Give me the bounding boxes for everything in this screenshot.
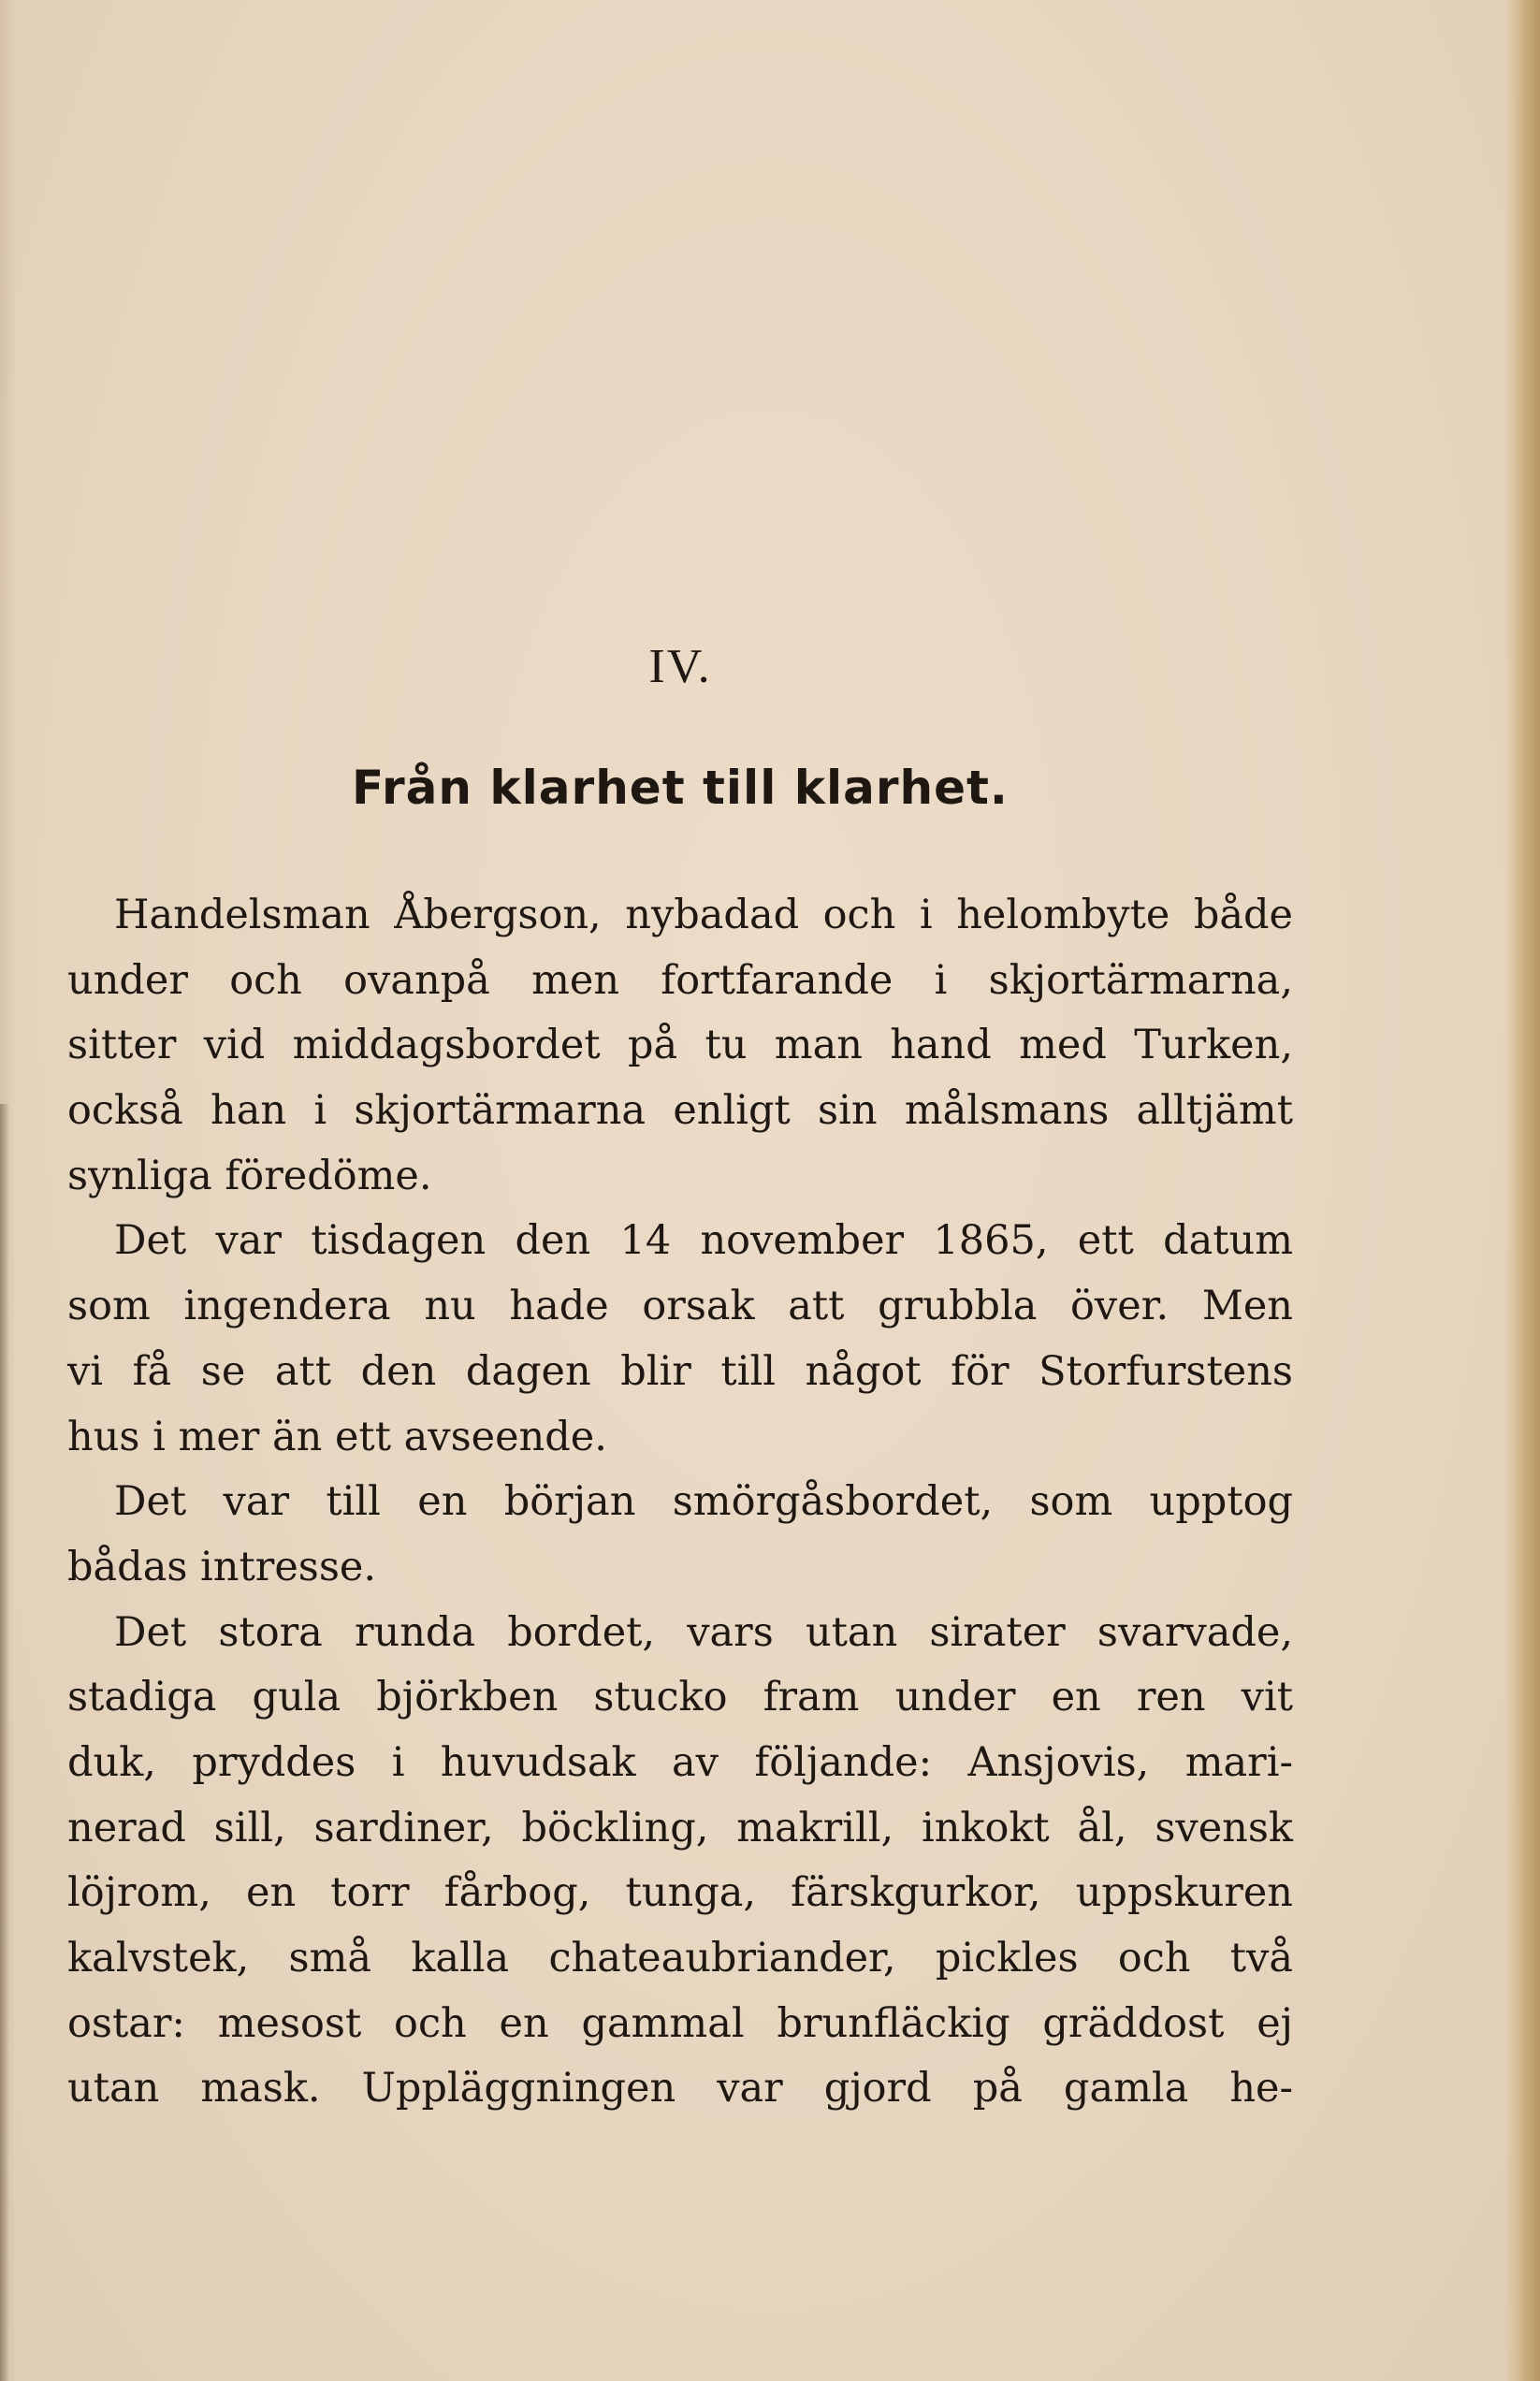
- paragraph: [67, 1209, 1293, 1470]
- paragraph: [67, 1470, 1293, 1600]
- text-line: stadiga gula björkben stucko fram under en ren vit: [67, 1674, 1293, 1721]
- paragraph: [67, 883, 1293, 1209]
- text-line: hus i mer än ett avseende.: [67, 1413, 607, 1460]
- text-line: under och ovanpå men fortfarande i skjortärmarna,: [67, 956, 1293, 1004]
- chapter-number: IV.: [648, 640, 712, 693]
- text-line: Handelsman Åbergson, nybadad och i helombyte både: [114, 892, 1293, 938]
- text-line: nerad sill, sardiner, böckling, makrill, inkokt ål, svensk: [67, 1804, 1293, 1851]
- text-line: också han i skjortärmarna enligt sin målsmans alltjämt: [67, 1087, 1293, 1135]
- text-line: vi få se att den dagen blir till något för Storfurstens: [67, 1347, 1293, 1395]
- text-line: sitter vid middagsbordet på tu man hand med Turken,: [67, 1022, 1293, 1069]
- text-line: Det var tisdagen den 14 november 1865, ett datum: [114, 1217, 1293, 1265]
- chapter-title: Från klarhet till klarhet.: [352, 761, 1009, 815]
- text-line: utan mask. Uppläggningen var gjord på gamla he-: [67, 2065, 1293, 2112]
- page-right-edge: [1504, 0, 1540, 2381]
- text-line: bådas intresse.: [67, 1543, 377, 1590]
- text-line: löjrom, en torr fårbog, tunga, färskgurkor, uppskuren: [67, 1869, 1293, 1917]
- text-line: kalvstek, små kalla chateaubriander, pickles och två: [67, 1935, 1293, 1982]
- paragraph: [67, 1601, 1293, 2123]
- text-line: synliga föredöme.: [67, 1152, 432, 1199]
- text-line: ostar: mesost och en gammal brunfläckig gräddost ej: [67, 1999, 1293, 2047]
- page-left-edge: [0, 1104, 9, 2381]
- text-line: duk, pryddes i huvudsak av följande: Ansjovis, mari-: [67, 1738, 1293, 1786]
- body-text: [67, 883, 1293, 2122]
- text-line: som ingendera nu hade orsak att grubbla över. Men: [67, 1283, 1293, 1330]
- text-line: Det var till en början smörgåsbordet, som upptog: [114, 1478, 1293, 1526]
- text-line: Det stora runda bordet, vars utan sirater svarvade,: [114, 1608, 1293, 1656]
